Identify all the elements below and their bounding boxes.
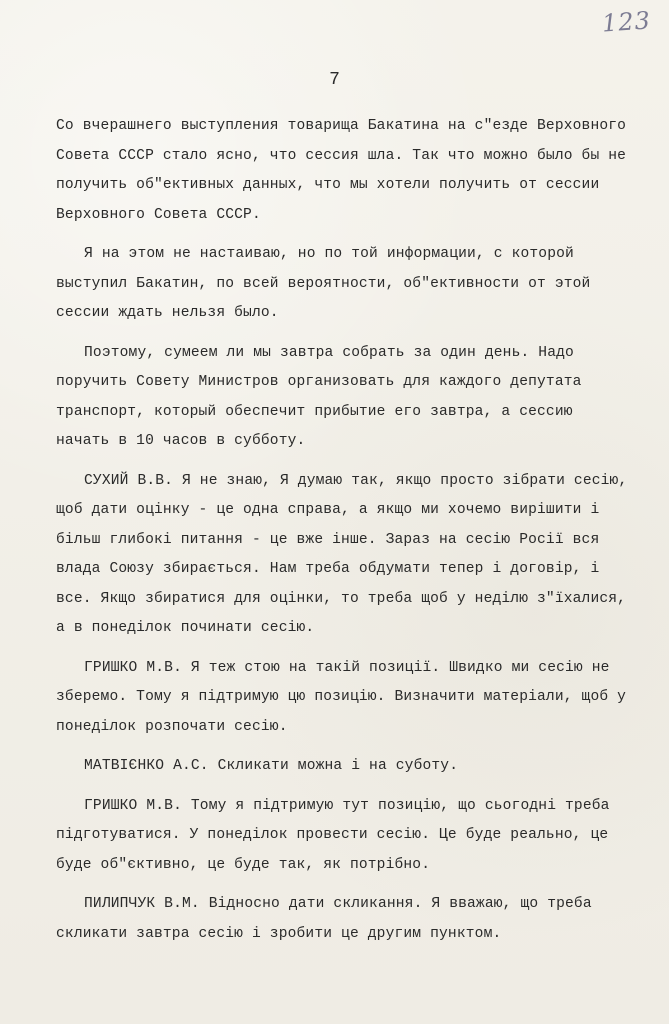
archive-page-number: 123 <box>601 6 652 38</box>
page-number: 7 <box>329 70 340 90</box>
document-body <box>56 112 628 959</box>
paragraph: МАТВІЄНКО А.С. Скликати можна і на суботу. <box>84 758 459 774</box>
paragraph: СУХИЙ В.В. Я не знаю, Я думаю так, якщо просто зібрати сесію, щоб дати оцінку - це одна справа, а якщо ми хочемо вирішити і більш глибокі питання - це вже інше. Зараз на сесію Росії вся влада Союзу збирається. Нам треба обдумати тепер і договір, і все. Якщо збиратися для оцінки, то треба щоб у неділю з"їхалися, а в понеділок починати сесію. <box>56 472 628 636</box>
paragraph: ГРИШКО М.В. Тому я підтримую тут позицію, що сьогодні треба підготуватися. У понеділок провести сесію. Це буде реально, це буде об"єктивно, це буде так, як потрібно. <box>56 797 610 873</box>
paragraph: Поэтому, сумеем ли мы завтра собрать за один день. Надо поручить Совету Министров организовать для каждого депутата транспорт, который обеспечит прибытие его завтра, а сессию начать в 10 часов в субботу. <box>56 344 582 449</box>
paragraph: ГРИШКО М.В. Я теж стою на такій позиції. Швидко ми сесію не зберемо. Тому я підтримую цю позицію. Визначити матеріали, щоб у понеділок розпочати сесію. <box>56 659 627 735</box>
paragraph: Я на этом не настаиваю, но по той информации, с которой выступил Бакатин, по всей вероятности, об"ективности от этой сессии ждать нельзя было. <box>56 246 591 321</box>
paragraph: Со вчерашнего выступления товарища Бакатина на с"езде Верховного Совета СССР стало ясно, что сессия шла. Так что можно было бы не получить об"ективных данных, что мы хотели получить от сессии Верховного Совета СССР. <box>56 118 627 223</box>
paragraph: ПИЛИПЧУК В.М. Відносно дати скликання. Я вважаю, що треба скликати завтра сесію і зробити це другим пунктом. <box>56 896 592 942</box>
